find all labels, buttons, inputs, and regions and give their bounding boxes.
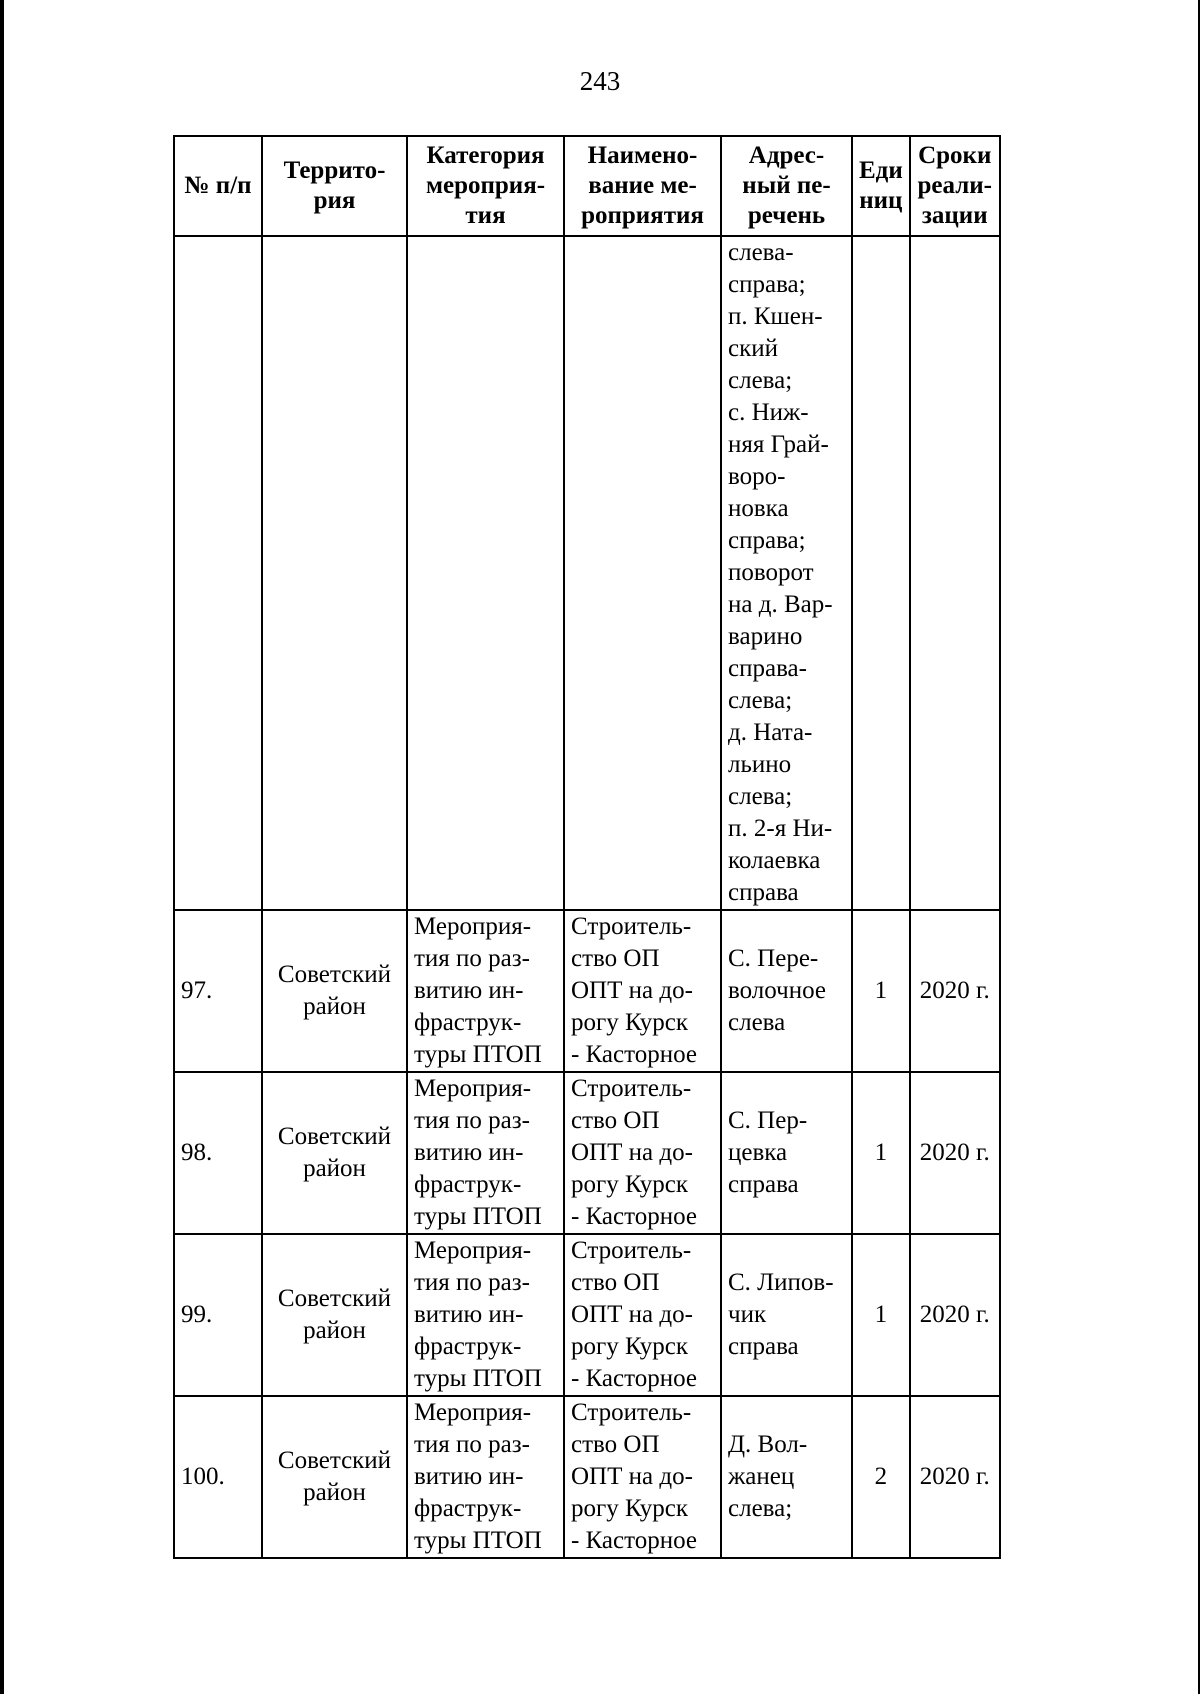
cell-num: 98. <box>174 1072 262 1234</box>
table-row <box>174 1396 1000 1558</box>
header-units: Еди ниц <box>852 136 910 236</box>
cell-term: 2020 г. <box>910 1396 1000 1558</box>
cell-address: С. Липов- чик справа <box>721 1234 852 1396</box>
cell-units <box>852 236 910 910</box>
cell-name <box>564 236 721 910</box>
cell-term: 2020 г. <box>910 910 1000 1072</box>
cell-units: 1 <box>852 1234 910 1396</box>
cell-address: С. Пере- волочное слева <box>721 910 852 1072</box>
cell-category <box>407 236 564 910</box>
cell-category: Мероприя- тия по раз- витию ин- фраструк- туры ПТОП <box>407 1234 564 1396</box>
cell-address: слева- справа; п. Кшен- ский слева; с. Ниж- няя Грай- воро- новка справа; поворот на д. Вар- варино справа- слева; д. Ната- льино слева; п. 2-я Ни- колаевка справа <box>721 236 852 910</box>
cell-units: 1 <box>852 1072 910 1234</box>
header-term: Сроки реали- зации <box>910 136 1000 236</box>
cell-address: Д. Вол- жанец слева; <box>721 1396 852 1558</box>
page-number: 243 <box>579 66 621 96</box>
cell-units: 2 <box>852 1396 910 1558</box>
cell-term <box>910 236 1000 910</box>
header-name: Наимено- вание ме- роприятия <box>564 136 721 236</box>
table-row-continuation <box>174 236 1000 910</box>
cell-category: Мероприя- тия по раз- витию ин- фраструк- туры ПТОП <box>407 1396 564 1558</box>
cell-name: Строитель- ство ОП ОПТ на до- рогу Курск - Касторное <box>564 1234 721 1396</box>
cell-num: 99. <box>174 1234 262 1396</box>
header-num: № п/п <box>174 136 262 236</box>
cell-territory: Советский район <box>262 1234 407 1396</box>
header-address: Адрес- ный пе- речень <box>721 136 852 236</box>
cell-num: 100. <box>174 1396 262 1558</box>
cell-territory <box>262 236 407 910</box>
cell-num <box>174 236 262 910</box>
table-row <box>174 1234 1000 1396</box>
cell-territory: Советский район <box>262 1396 407 1558</box>
cell-units: 1 <box>852 910 910 1072</box>
table-row <box>174 1072 1000 1234</box>
cell-term: 2020 г. <box>910 1072 1000 1234</box>
cell-num: 97. <box>174 910 262 1072</box>
events-table <box>173 135 1001 1559</box>
cell-name: Строитель- ство ОП ОПТ на до- рогу Курск - Касторное <box>564 910 721 1072</box>
table-header-row <box>174 136 1000 236</box>
cell-name: Строитель- ство ОП ОПТ на до- рогу Курск - Касторное <box>564 1072 721 1234</box>
cell-territory: Советский район <box>262 910 407 1072</box>
table-row <box>174 910 1000 1072</box>
header-category: Категория мероприя- тия <box>407 136 564 236</box>
scan-border-left <box>0 0 4 1694</box>
header-territory: Террито- рия <box>262 136 407 236</box>
cell-term: 2020 г. <box>910 1234 1000 1396</box>
cell-territory: Советский район <box>262 1072 407 1234</box>
cell-address: С. Пер- цевка справа <box>721 1072 852 1234</box>
cell-category: Мероприя- тия по раз- витию ин- фраструк- туры ПТОП <box>407 910 564 1072</box>
cell-category: Мероприя- тия по раз- витию ин- фраструк- туры ПТОП <box>407 1072 564 1234</box>
cell-name: Строитель- ство ОП ОПТ на до- рогу Курск - Касторное <box>564 1396 721 1558</box>
